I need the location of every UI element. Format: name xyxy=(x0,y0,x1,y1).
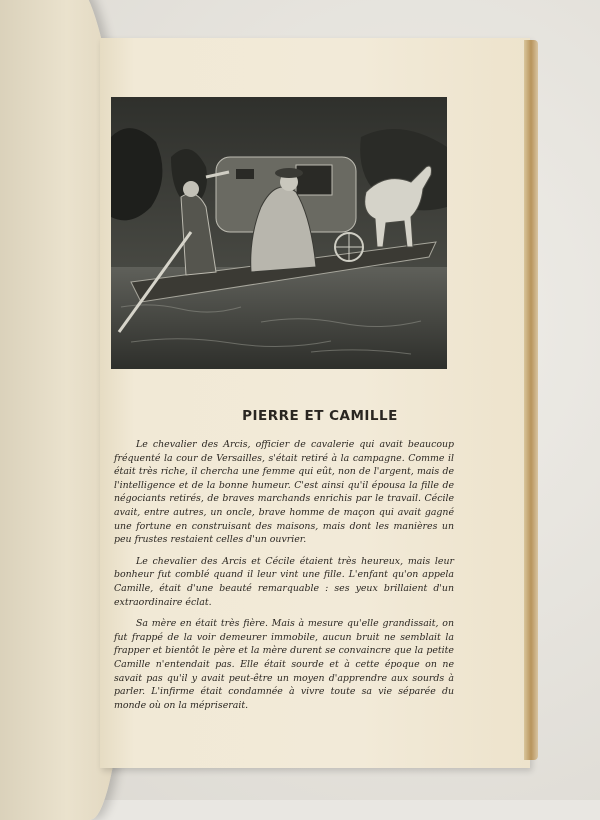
ferry-carriage-picture xyxy=(111,97,447,369)
carriage-window xyxy=(296,165,332,195)
engraving-illustration xyxy=(111,97,447,369)
woman-hat xyxy=(275,168,303,178)
chapter-body xyxy=(114,438,454,720)
paragraph: Le chevalier des Arcis et Cécile étaient très heureux, mais leur bonheur fut comblé quand il leur vint une fille. L'enfant qu'on appela Camille, était d'une beauté remarquable : ses yeux brillaient d'un extraordinaire éclat. xyxy=(114,555,454,608)
paragraph: Sa mère en était très fière. Mais à mesure qu'elle grandissait, on fut frappé de la voir demeurer immobile, aucun bruit ne semblait la frapper et bientôt le père et la mère durent se convaincre que la petite Camille n'entendait pas. Elle était sourde et à cette époque on ne savait pas qu'il y avait peut-être un moyen d'apprendre aux sourds à parler. L'infirme était condamnée à vivre toute sa vie séparée du monde où on la mépriserait. xyxy=(114,618,454,711)
page-edge xyxy=(524,40,538,760)
man-head xyxy=(183,181,199,197)
paragraph: Le chevalier des Arcis, officier de cavalerie qui avait beaucoup fréquenté la cour de Versailles, s'était retiré à la campagne. Comme il était très riche, il chercha une femme qui eût, non de l'argent, mais de l'intelligence et de la bonne humeur. C'est ainsi qu'il épousa la fille de négociants retirés, de braves marchands enrichis par le travail. Cécile avait, entre autres, un oncle, brave homme de maçon qui avait gagné une fortune en construisant des maisons, mais dont les manières un peu frustes restaient celles d'un ouvrier. xyxy=(114,439,454,546)
chapter-title: PIERRE ET CAMILLE xyxy=(242,408,398,424)
carriage-lamp xyxy=(236,169,254,179)
